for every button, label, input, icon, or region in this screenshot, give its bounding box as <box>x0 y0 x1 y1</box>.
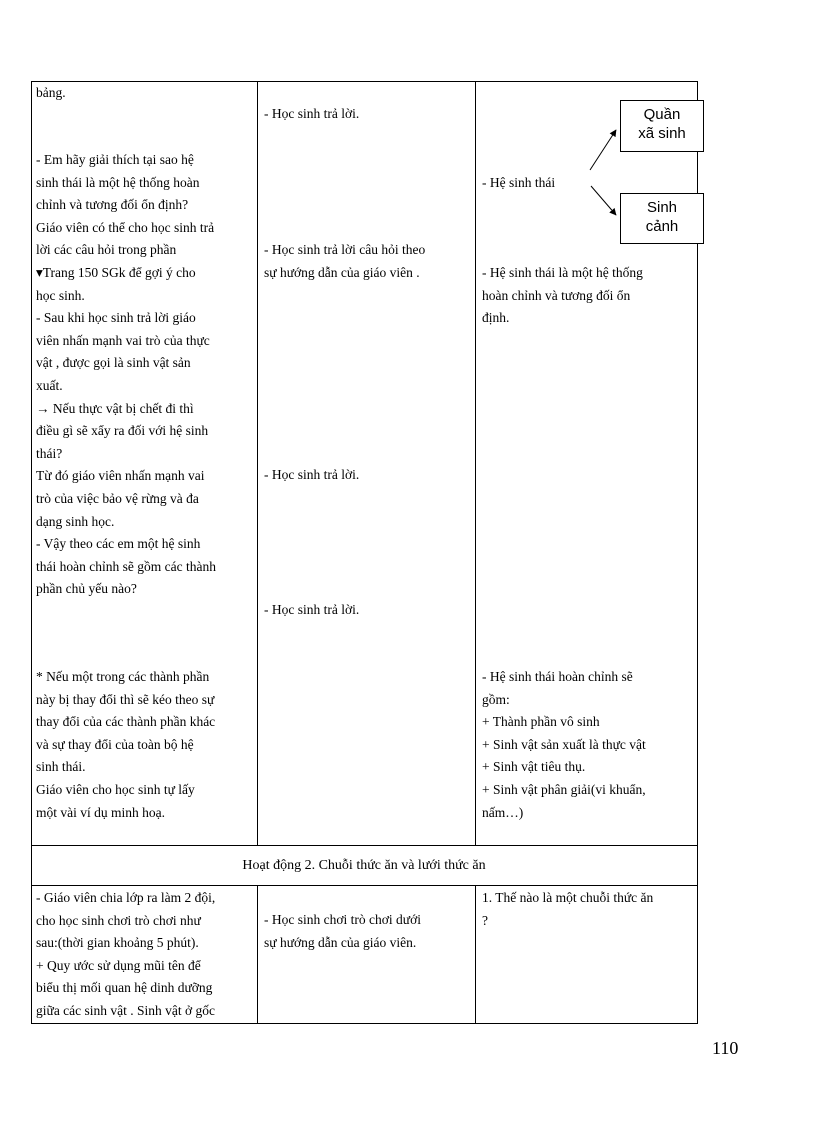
text-line: - Giáo viên chia lớp ra làm 2 đội, <box>36 890 216 905</box>
text-line: thái hoàn chỉnh sẽ gồm các thành <box>36 558 216 574</box>
box-line: Sinh <box>646 199 678 216</box>
text-line: 1. Thế nào là một chuỗi thức ăn <box>482 890 654 905</box>
text-line: học sinh. <box>36 287 85 303</box>
text-line: + Sinh vật phân giải(vi khuẩn, <box>482 781 646 797</box>
text-line: - Học sinh trả lời câu hỏi theo <box>264 242 426 257</box>
text-line: dạng sinh học. <box>36 513 115 529</box>
teacher-activity-block <box>36 887 215 1023</box>
text-line: biểu thị mối quan hệ dinh dưỡng <box>36 980 213 996</box>
text-line: sự hướng dẫn của giáo viên. <box>264 934 417 950</box>
text-line: thay đổi của các thành phần khác <box>36 714 216 730</box>
text-line: - Em hãy giải thích tại sao hệ <box>36 152 194 167</box>
text-line: + Thành phần vô sinh <box>482 714 600 730</box>
text-line: cho học sinh chơi trò chơi như <box>36 912 201 928</box>
text-line: ? <box>482 912 488 928</box>
text-line: - Học sinh trả lời. <box>264 106 360 121</box>
ecosystem-statement <box>482 262 643 330</box>
box-line: xã sinh <box>638 125 686 142</box>
text-line: Giáo viên có thể cho học sinh trả <box>36 219 215 235</box>
text-line: sự hướng dẫn của giáo viên . <box>264 264 420 280</box>
arrow-to-community <box>590 130 616 170</box>
text-line: nấm…) <box>482 804 524 820</box>
text-line: bảng. <box>36 85 66 100</box>
text-line: Giáo viên cho học sinh tự lấy <box>36 781 195 797</box>
text-line: sau:(thời gian khoảng 5 phút). <box>36 935 199 951</box>
text-line: - Học sinh trả lời. <box>264 467 360 482</box>
text-line: một vài ví dụ minh hoạ. <box>36 804 165 820</box>
text-line: xuất. <box>36 377 63 393</box>
text-line: - Học sinh chơi trò chơi dưới <box>264 912 421 927</box>
box-line: cảnh <box>645 218 679 235</box>
text-line: sinh thái là một hệ thống hoàn <box>36 174 200 190</box>
text-line: thái? <box>36 445 63 461</box>
text-line: + Quy ước sử dụng mũi tên để <box>36 957 201 973</box>
habitat-box <box>620 193 704 244</box>
text-line: chỉnh và tương đối ổn định? <box>36 197 189 213</box>
text-line: - Sau khi học sinh trả lời giáo <box>36 310 196 326</box>
text-line: - Hệ sinh thái là một hệ thống <box>482 265 643 280</box>
text-line: gồm: <box>482 691 510 707</box>
content-question <box>482 887 653 932</box>
text-line: lời các câu hỏi trong phần <box>36 242 177 258</box>
text-line: Từ đó giáo viên nhấn mạnh vai <box>36 468 205 484</box>
text-line: điều gì sẽ xẩy ra đối với hệ sinh <box>36 423 209 439</box>
arrow-to-habitat <box>591 186 616 215</box>
biotic-community-box <box>620 100 704 152</box>
text-line: + Sinh vật sản xuất là thực vật <box>482 736 646 752</box>
text-line: định. <box>482 310 510 326</box>
ecosystem-components <box>482 666 646 824</box>
section-heading: Hoạt động 2. Chuỗi thức ăn và lưới thức ăn <box>242 858 486 873</box>
page-number: 110 <box>712 1038 739 1058</box>
text-line: trò của việc bảo vệ rừng và đa <box>36 490 199 506</box>
text-line: * Nếu một trong các thành phần <box>36 669 210 684</box>
text-line: + Sinh vật tiêu thụ. <box>482 759 586 775</box>
text-line: → Nếu thực vật bị chết đi thì <box>36 400 194 416</box>
text-line: và sự thay đổi của toàn bộ hệ <box>36 736 194 752</box>
text-line: hoàn chỉnh và tương đối ổn <box>482 287 631 303</box>
text-line: giữa các sinh vật . Sinh vật ở gốc <box>36 1002 216 1018</box>
text-line: này bị thay đổi thì sẽ kéo theo sự <box>36 691 215 707</box>
text-line: - Vậy theo các em một hệ sinh <box>36 536 201 552</box>
text-line: - Hệ sinh thái hoàn chỉnh sẽ <box>482 669 633 684</box>
text-line: viên nhấn mạnh vai trò của thực <box>36 332 210 348</box>
text-line: vật , được gọi là sinh vật sản <box>36 355 191 371</box>
student-activity-item <box>264 909 421 954</box>
text-line: - Học sinh trả lời. <box>264 602 360 617</box>
text-line: sinh thái. <box>36 759 86 775</box>
box-line: Quần <box>643 106 681 123</box>
text-line: phần chủ yếu nào? <box>36 581 137 597</box>
text-line: ▾Trang 150 SGk để gợi ý cho <box>36 264 196 280</box>
text-line: - Hệ sinh thái <box>482 175 556 190</box>
